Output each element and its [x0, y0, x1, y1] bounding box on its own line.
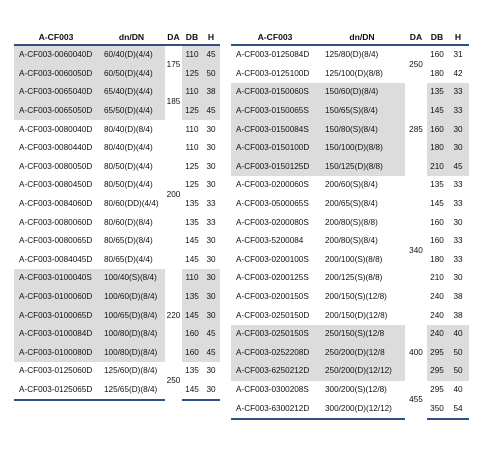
db-cell: 135 — [430, 180, 444, 190]
left-table-body — [14, 45, 220, 400]
db-cell: 110 — [182, 269, 202, 288]
table-row — [231, 83, 469, 102]
dn-cell: 200/150(S)(12/8) — [325, 292, 387, 302]
dn-cell: 125/65(D)(8/4) — [98, 381, 165, 401]
h-cell: 33 — [453, 236, 463, 246]
h-cell: 45 — [202, 344, 220, 363]
da-cell: 250 — [165, 362, 182, 400]
table-row — [231, 362, 469, 381]
h-cell: 54 — [447, 399, 469, 419]
product-code-cell: A-CF003-0100080D — [14, 344, 98, 363]
dn-cell: 250/200(D)(12/12) — [319, 362, 405, 381]
h-cell: 30 — [206, 236, 216, 246]
db-cell: 240 — [427, 325, 447, 344]
da-cell: 185 — [165, 83, 182, 120]
h-cell: 30 — [202, 288, 220, 307]
product-code-cell: A-CF003-0125065D — [14, 381, 98, 401]
da-cell: 400 — [405, 325, 427, 381]
product-code-cell: A-CF003-0200060S — [236, 180, 309, 190]
h-cell: 33 — [447, 102, 469, 121]
db-cell: 135 — [427, 83, 447, 102]
h-cell: 45 — [202, 102, 220, 121]
db-cell: 135 — [182, 288, 202, 307]
dn-cell: 60/40(D)(4/4) — [98, 45, 165, 65]
h-cell: 30 — [447, 120, 469, 139]
dn-cell: 300/200(D)(12/12) — [319, 399, 405, 419]
db-cell: 145 — [430, 199, 444, 209]
table-row — [231, 65, 469, 84]
dn-cell: 150/100(D)(8/8) — [319, 139, 405, 158]
product-code-cell: A-CF003-0250150D — [236, 310, 310, 320]
dn-cell: 250/150(S)(12/8 — [319, 325, 405, 344]
h-cell: 50 — [202, 65, 220, 84]
db-cell: 160 — [427, 120, 447, 139]
h-cell: 33 — [206, 199, 216, 209]
db-cell: 210 — [427, 158, 447, 177]
dn-cell: 150/65(S)(8/4) — [319, 102, 405, 121]
product-code-cell: A-CF003-0065050D — [14, 102, 98, 121]
db-cell: 145 — [427, 102, 447, 121]
db-cell: 180 — [430, 68, 444, 78]
da-cell: 175 — [165, 45, 182, 83]
header-h: H — [447, 29, 469, 45]
header-dn: dn/DN — [98, 29, 165, 45]
left-product-table — [14, 29, 220, 401]
db-cell: 160 — [182, 325, 202, 344]
product-code-cell: A-CF003-0060050D — [14, 65, 98, 84]
da-cell: 200 — [165, 120, 182, 269]
h-cell: 30 — [453, 217, 463, 227]
dn-cell: 80/65(D)(4/4) — [104, 254, 153, 264]
h-cell: 38 — [453, 310, 463, 320]
product-code-cell: A-CF003-6300212D — [231, 399, 319, 419]
dn-cell: 80/50(D)(4/4) — [104, 180, 153, 190]
product-code-cell: A-CF003-0252208D — [231, 344, 319, 363]
table-row — [14, 65, 220, 84]
product-code-cell: A-CF003-0200100S — [236, 254, 309, 264]
table-row — [231, 251, 469, 270]
product-code-cell: A-CF003-0300208S — [236, 384, 309, 394]
db-cell: 135 — [185, 366, 199, 376]
h-cell: 42 — [453, 68, 463, 78]
h-cell: 30 — [202, 306, 220, 325]
table-row — [231, 120, 469, 139]
dn-cell: 100/40(S)(8/4) — [98, 269, 165, 288]
product-code-cell: A-CF003-0200125S — [236, 273, 309, 283]
h-cell: 30 — [453, 273, 463, 283]
product-code-cell: A-CF003-0200150S — [236, 292, 309, 302]
table-row — [14, 45, 220, 65]
h-cell: 45 — [447, 158, 469, 177]
dn-cell: 150/125(D)(8/8) — [319, 158, 405, 177]
db-cell: 125 — [185, 161, 199, 171]
h-cell: 33 — [447, 83, 469, 102]
dn-cell: 125/60(D)(8/4) — [104, 366, 158, 376]
header-dn: dn/DN — [319, 29, 405, 45]
dn-cell: 200/150(D)(12/8) — [325, 310, 388, 320]
table-row — [231, 176, 469, 195]
db-cell: 160 — [430, 236, 444, 246]
h-cell: 50 — [447, 344, 469, 363]
h-cell: 30 — [206, 161, 216, 171]
table-row — [231, 102, 469, 121]
product-code-cell: A-CF003-0100065D — [14, 306, 98, 325]
h-cell: 30 — [206, 366, 216, 376]
da-cell: 340 — [405, 176, 427, 325]
dn-cell: 200/100(S)(8/8) — [325, 254, 383, 264]
h-cell: 45 — [202, 45, 220, 65]
h-cell: 33 — [206, 217, 216, 227]
dn-cell: 65/50(D)(4/4) — [98, 102, 165, 121]
db-cell: 180 — [427, 139, 447, 158]
header-da: DA — [165, 29, 182, 45]
db-cell: 180 — [430, 254, 444, 264]
product-code-cell: A-CF003-6250212D — [231, 362, 319, 381]
header-db: DB — [182, 29, 202, 45]
db-cell: 295 — [430, 384, 444, 394]
product-code-cell: A-CF003-0250150S — [231, 325, 319, 344]
product-code-cell: A-CF003-0500065S — [236, 199, 309, 209]
table-row — [14, 288, 220, 307]
dn-cell: 300/200(S)(12/8) — [325, 384, 387, 394]
h-cell: 38 — [453, 292, 463, 302]
table-row — [14, 381, 220, 401]
h-cell: 30 — [206, 254, 216, 264]
table-row — [14, 325, 220, 344]
db-cell: 125 — [182, 102, 202, 121]
table-row — [14, 306, 220, 325]
db-cell: 160 — [182, 344, 202, 363]
h-cell: 30 — [202, 381, 220, 401]
db-cell: 125 — [182, 65, 202, 84]
db-cell: 350 — [427, 399, 447, 419]
dn-cell: 125/80(D)(8/4) — [325, 50, 379, 60]
table-row — [231, 45, 469, 65]
db-cell: 145 — [182, 306, 202, 325]
header-code: A-CF003 — [231, 29, 319, 45]
table-row — [14, 120, 220, 139]
db-cell: 110 — [185, 143, 199, 153]
h-cell: 50 — [447, 362, 469, 381]
db-cell: 210 — [430, 273, 444, 283]
product-code-cell: A-CF003-0084060D — [19, 199, 93, 209]
product-code-cell: A-CF003-0150060S — [231, 83, 319, 102]
db-cell: 160 — [430, 217, 444, 227]
table-row — [231, 195, 469, 214]
h-cell: 40 — [453, 384, 463, 394]
h-cell: 38 — [202, 83, 220, 102]
product-code-cell: A-CF003-0080065D — [19, 236, 93, 246]
dn-cell: 200/60(S)(8/4) — [325, 180, 378, 190]
table-row — [231, 325, 469, 344]
db-cell: 110 — [182, 45, 202, 65]
dn-cell: 125/100(D)(8/8) — [325, 68, 383, 78]
table-row — [231, 158, 469, 177]
header-da: DA — [405, 29, 427, 45]
h-cell: 33 — [453, 199, 463, 209]
table-row — [231, 306, 469, 325]
table-row — [14, 158, 220, 177]
db-cell: 160 — [430, 50, 444, 60]
db-cell: 135 — [185, 199, 199, 209]
product-code-cell: A-CF003-0080450D — [19, 180, 93, 190]
table-row — [231, 399, 469, 419]
h-cell: 33 — [453, 254, 463, 264]
dn-cell: 80/65(D)(8/4) — [104, 236, 153, 246]
table-row — [14, 213, 220, 232]
da-cell: 285 — [405, 83, 427, 176]
dn-cell: 80/60(D)(8/4) — [104, 217, 153, 227]
table-row — [231, 381, 469, 400]
db-cell: 125 — [185, 180, 199, 190]
dn-cell: 150/60(D)(8/4) — [319, 83, 405, 102]
right-table-body — [231, 45, 469, 419]
dn-cell: 200/80(S)(8/8) — [325, 217, 378, 227]
table-row — [14, 269, 220, 288]
header-row — [231, 29, 469, 45]
dn-cell: 80/60(DD)(4/4) — [104, 199, 159, 209]
product-code-cell: A-CF003-0150100D — [231, 139, 319, 158]
h-cell: 40 — [447, 325, 469, 344]
table-row — [231, 139, 469, 158]
db-cell: 240 — [430, 310, 444, 320]
db-cell: 240 — [430, 292, 444, 302]
db-cell: 145 — [185, 254, 199, 264]
db-cell: 295 — [427, 362, 447, 381]
h-cell: 30 — [206, 180, 216, 190]
dn-cell: 80/40(D)(8/4) — [104, 124, 153, 134]
dn-cell: 150/80(S)(8/4) — [319, 120, 405, 139]
h-cell: 31 — [453, 50, 463, 60]
table-row — [231, 288, 469, 307]
table-row — [231, 213, 469, 232]
db-cell: 145 — [182, 381, 202, 401]
product-code-cell: A-CF003-0150065S — [231, 102, 319, 121]
product-code-cell: A-CF003-0125060D — [19, 366, 93, 376]
dn-cell: 80/40(D)(4/4) — [104, 143, 153, 153]
product-code-cell: A-CF003-0060040D — [14, 45, 98, 65]
product-code-cell: A-CF003-0100040S — [14, 269, 98, 288]
header-row — [14, 29, 220, 45]
dn-cell: 200/125(S)(8/8) — [325, 273, 383, 283]
table-row — [14, 232, 220, 251]
product-code-cell: A-CF003-0080040D — [19, 124, 93, 134]
product-code-cell: A-CF003-0080050D — [19, 161, 93, 171]
product-code-cell: A-CF003-5200084 — [236, 236, 304, 246]
product-code-cell: A-CF003-0150125D — [231, 158, 319, 177]
product-code-cell: A-CF003-0080440D — [19, 143, 93, 153]
product-code-cell: A-CF003-0125100D — [236, 68, 310, 78]
dn-cell: 100/60(D)(8/4) — [98, 288, 165, 307]
db-cell: 145 — [185, 236, 199, 246]
h-cell: 33 — [453, 180, 463, 190]
db-cell: 295 — [427, 344, 447, 363]
product-code-cell: A-CF003-0100084D — [14, 325, 98, 344]
table-row — [231, 232, 469, 251]
table-row — [14, 344, 220, 363]
h-cell: 30 — [206, 143, 216, 153]
product-code-cell: A-CF003-0084045D — [19, 254, 93, 264]
table-row — [14, 362, 220, 381]
table-row — [14, 176, 220, 195]
da-cell: 455 — [405, 381, 427, 419]
table-row — [14, 139, 220, 158]
table-row — [14, 102, 220, 121]
table-row — [14, 195, 220, 214]
db-cell: 110 — [182, 83, 202, 102]
dn-cell: 250/200(D)(12/8 — [319, 344, 405, 363]
dn-cell: 100/80(D)(8/4) — [98, 344, 165, 363]
product-code-cell: A-CF003-0150084S — [231, 120, 319, 139]
dn-cell: 100/65(D)(8/4) — [98, 306, 165, 325]
dn-cell: 100/80(D)(8/4) — [98, 325, 165, 344]
right-product-table — [231, 29, 469, 420]
product-code-cell: A-CF003-0080060D — [19, 217, 93, 227]
da-cell: 250 — [405, 45, 427, 83]
h-cell: 30 — [447, 139, 469, 158]
dn-cell: 60/50(D)(4/4) — [98, 65, 165, 84]
product-code-cell: A-CF003-0200080S — [236, 217, 309, 227]
db-cell: 110 — [185, 124, 199, 134]
header-code: A-CF003 — [14, 29, 98, 45]
dn-cell: 80/50(D)(4/4) — [104, 161, 153, 171]
product-code-cell: A-CF003-0125084D — [236, 50, 310, 60]
dn-cell: 65/40(D)(4/4) — [98, 83, 165, 102]
product-code-cell: A-CF003-0065040D — [14, 83, 98, 102]
table-row — [14, 251, 220, 270]
h-cell: 30 — [202, 269, 220, 288]
h-cell: 45 — [202, 325, 220, 344]
product-code-cell: A-CF003-0100060D — [14, 288, 98, 307]
h-cell: 30 — [206, 124, 216, 134]
header-db: DB — [427, 29, 447, 45]
db-cell: 135 — [185, 217, 199, 227]
dn-cell: 200/65(S)(8/4) — [325, 199, 378, 209]
table-row — [231, 344, 469, 363]
table-row — [14, 83, 220, 102]
da-cell: 220 — [165, 269, 182, 362]
table-row — [231, 269, 469, 288]
dn-cell: 200/80(S)(8/4) — [325, 236, 378, 246]
header-h: H — [202, 29, 220, 45]
